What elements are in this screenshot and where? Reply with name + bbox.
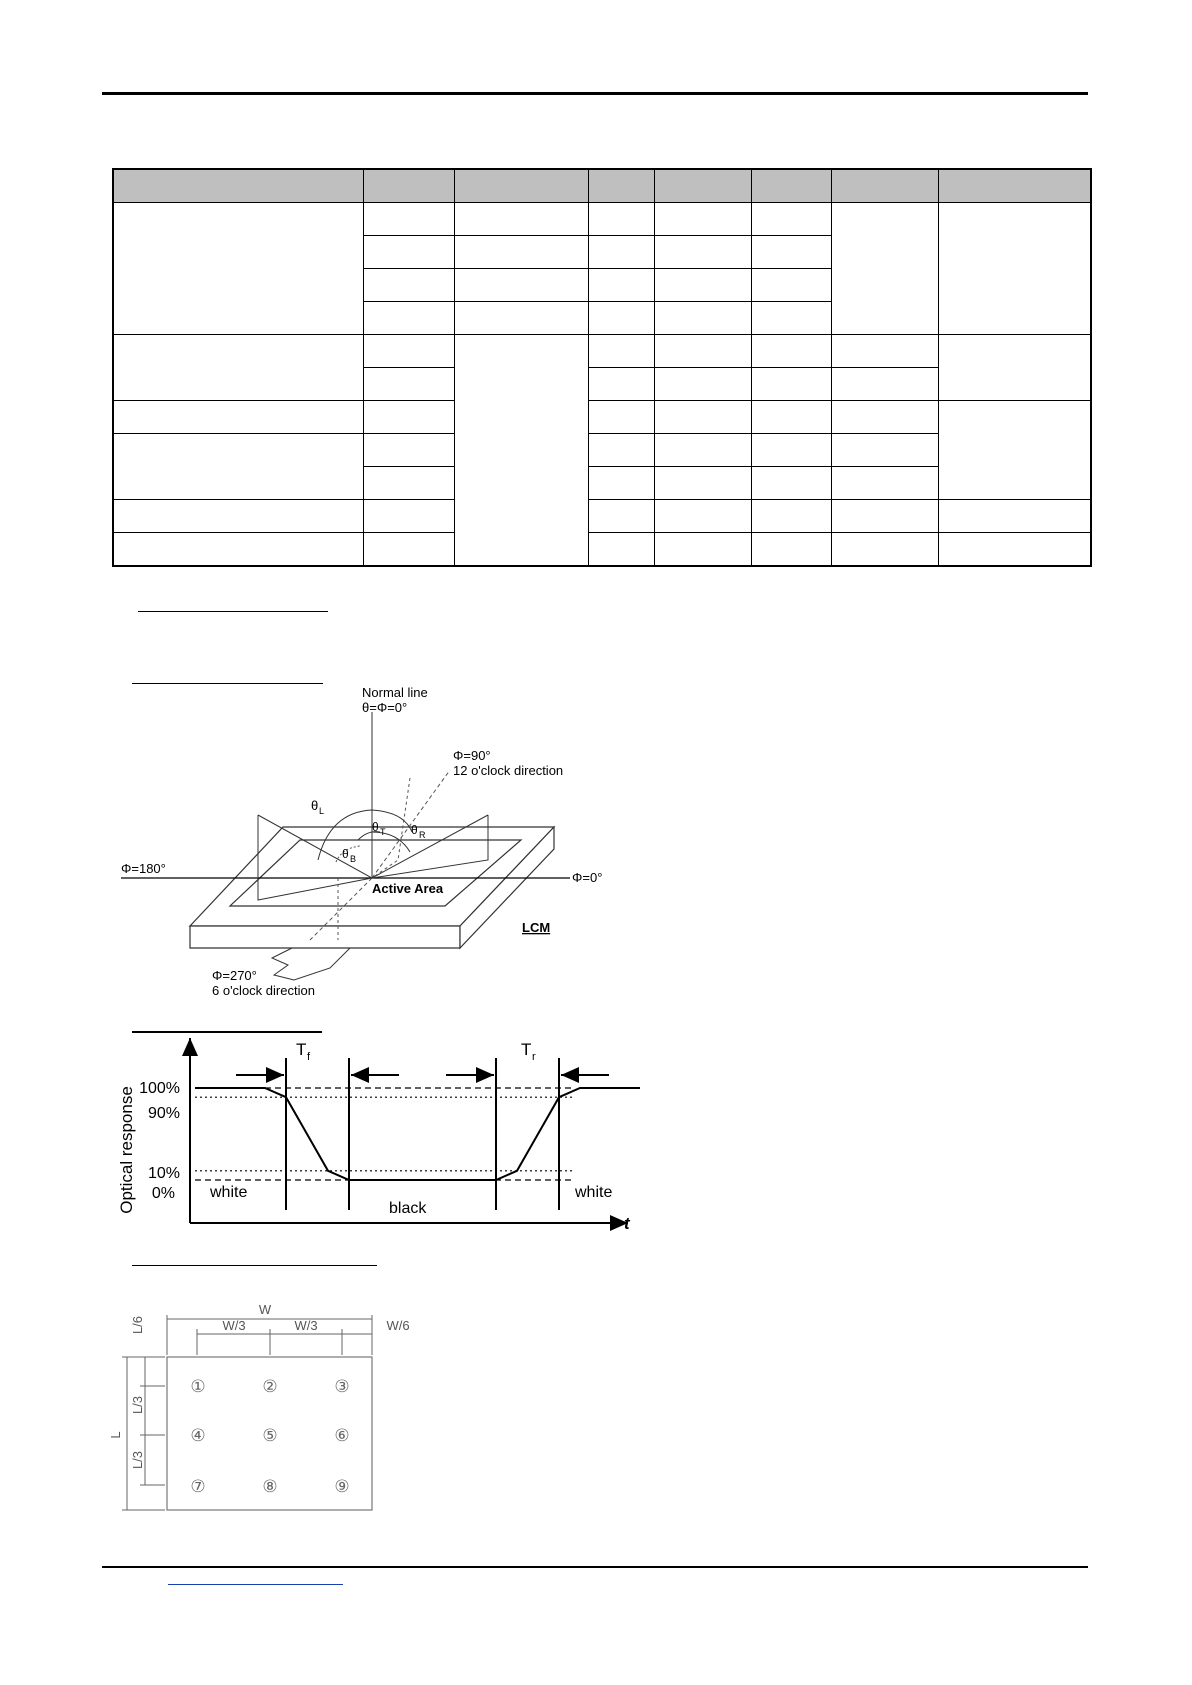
svg-text:T: T	[296, 1040, 307, 1059]
measurement-point-3: ③	[334, 1377, 350, 1396]
measurement-point-2: ②	[262, 1377, 278, 1396]
w-label: W	[258, 1302, 272, 1317]
footer-rule	[102, 1566, 1088, 1568]
t-axis-label: t	[624, 1214, 630, 1233]
footer-link-underline[interactable]	[168, 1584, 343, 1585]
section-heading-underline-4	[132, 1265, 377, 1266]
l3-label-2: L/3	[130, 1450, 145, 1470]
tick-label-100: 100%	[139, 1080, 180, 1097]
measurement-point-7: ⑦	[190, 1477, 206, 1496]
white-label-left: white	[210, 1184, 248, 1201]
tick-label-0: 0%	[151, 1185, 175, 1202]
svg-text:T: T	[521, 1040, 532, 1059]
tr-label	[521, 1040, 536, 1063]
svg-text:θ: θ	[372, 820, 379, 834]
svg-text:L: L	[319, 806, 325, 816]
tf-label	[296, 1040, 311, 1063]
response-time-chart	[100, 1030, 640, 1235]
svg-text:θ: θ	[311, 798, 319, 813]
level-gridlines	[195, 1088, 575, 1180]
l3-label-1: L/3	[130, 1395, 145, 1415]
theta-l-label	[311, 798, 324, 816]
svg-text:f: f	[307, 1051, 311, 1063]
phi-270-label: Φ=270°	[212, 968, 257, 983]
measurement-point-6: ⑥	[334, 1426, 350, 1445]
normal-line-angles: θ=Φ=0°	[362, 700, 408, 715]
phi-0-label: Φ=0°	[572, 870, 603, 885]
w6-label: W/6	[386, 1318, 410, 1333]
lcm-front-face	[190, 926, 460, 948]
measurement-point-9: ⑨	[334, 1477, 350, 1496]
six-oclock-label: 6 o'clock direction	[212, 983, 315, 998]
l-label: L	[108, 1431, 123, 1439]
svg-text:R: R	[419, 830, 426, 840]
l6-label: L/6	[130, 1315, 145, 1335]
svg-text:r: r	[532, 1051, 536, 1063]
svg-text:θ: θ	[411, 823, 418, 837]
viewing-angle-diagram	[0, 0, 640, 1010]
measurement-point-1: ①	[190, 1377, 206, 1396]
svg-text:B: B	[350, 854, 357, 864]
torn-edge	[272, 948, 350, 980]
svg-text:θ: θ	[342, 847, 349, 861]
tick-label-90: 90%	[147, 1105, 180, 1122]
black-label: black	[389, 1200, 427, 1217]
measurement-point-4: ④	[190, 1426, 206, 1445]
measurement-point-8: ⑧	[262, 1477, 278, 1496]
white-label-right: white	[575, 1184, 613, 1201]
y-axis-label: Optical response	[117, 1086, 136, 1214]
tf-tr-markers	[236, 1058, 609, 1210]
phi-90-label: Φ=90°	[453, 748, 491, 763]
svg-text:T: T	[380, 827, 386, 837]
measurement-point-markers	[190, 1377, 349, 1496]
tick-label-10: 10%	[147, 1165, 180, 1182]
optical-response-curve	[195, 1088, 640, 1180]
w3-label-1: W/3	[222, 1318, 246, 1333]
w3-label-2: W/3	[294, 1318, 318, 1333]
twelve-oclock-label: 12 o'clock direction	[453, 763, 564, 778]
measurement-points-diagram	[100, 1295, 430, 1525]
phi-180-label: Φ=180°	[121, 861, 166, 876]
active-area-label: Active Area	[372, 881, 444, 896]
measurement-point-5: ⑤	[262, 1426, 278, 1445]
normal-line-label: Normal line	[362, 685, 428, 700]
lcm-label: LCM	[522, 920, 551, 935]
